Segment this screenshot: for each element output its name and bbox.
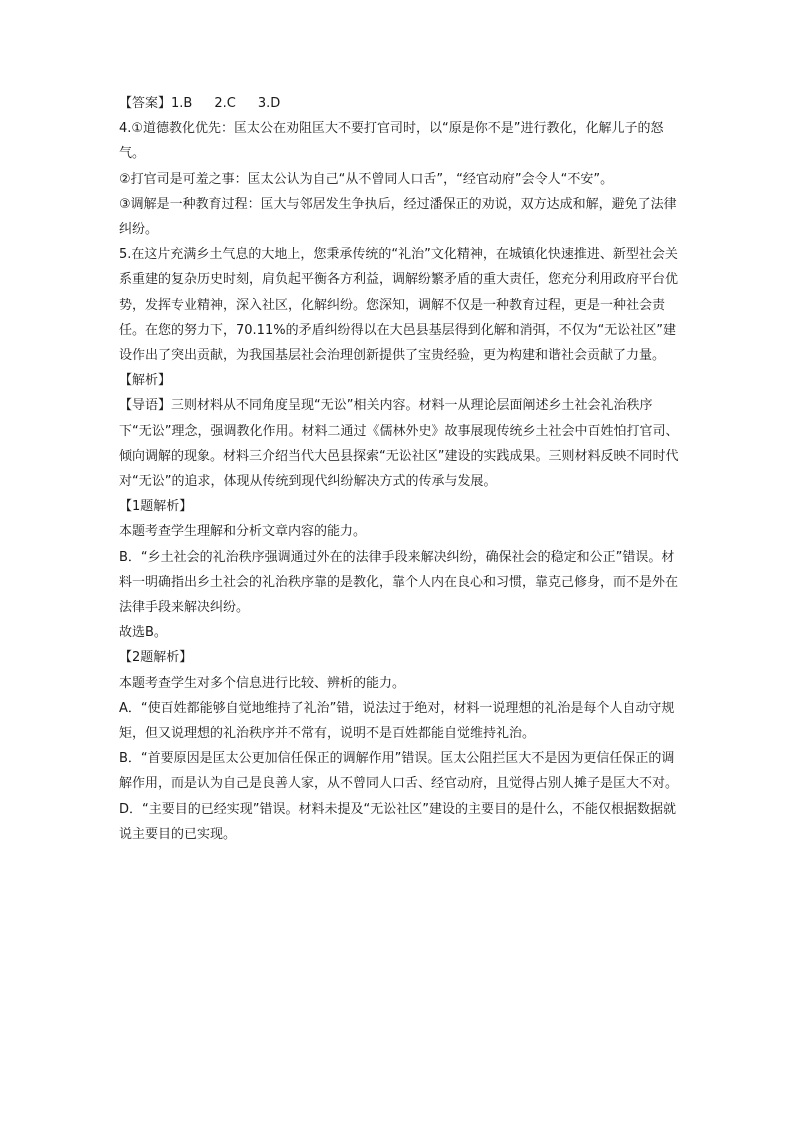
q1-option-b: B．“乡土社会的礼治秩序强调通过外在的法律手段来解决纠纷，确保社会的稳定和公正”错误。材料一明确指出乡土社会的礼治秩序靠的是教化，靠个人内在良心和习惯，靠克己修身，而不是外在法律手段来解决纠纷。 bbox=[119, 549, 679, 616]
document-body bbox=[119, 91, 679, 847]
q4-point-3: ③调解是一种教育过程：匡大与邻居发生争执后，经过潘保正的劝说，双方达成和解，避免了法律纠纷。 bbox=[119, 196, 677, 238]
q2-option-a: A．“使百姓都能够自觉地维持了礼治”错，说法过于绝对，材料一说理想的礼治是每个人自动守规矩，但又说理想的礼治秩序并不常有，说明不是百姓都能自觉维持礼治。 bbox=[119, 700, 675, 742]
q2-option-d: D．“主要目的已经实现”错误。材料未提及“无讼社区”建设的主要目的是什么，不能仅根据数据就说主要目的已实现。 bbox=[119, 801, 676, 842]
q4-point-2: ②打官司是可羞之事：匡太公认为自己“从不曾同人口舌”，“经官动府”会令人“不安”。 bbox=[119, 171, 614, 187]
q2-analysis-intro: 本题考查学生对多个信息进行比较、辨析的能力。 bbox=[119, 675, 406, 691]
intro-paragraph: 【导语】三则材料从不同角度呈现“无讼”相关内容。材料一从理论层面阐述乡土社会礼治秩序下“无讼”理念，强调教化作用。材料二通过《儒林外史》故事展现传统乡土社会中百姓怕打官司、倾向调解的现象。材料三介绍当代大邑县探索“无讼社区”建设的实践成果。三则材料反映不同时代对“无讼”的追求，体现从传统到现代纠纷解决方式的传承与发展。 bbox=[119, 398, 679, 490]
q4-point-1: 4.①道德教化优先：匡太公在劝阻匡大不要打官司时，以“原是你不是”进行教化，化解儿子的怒气。 bbox=[119, 121, 664, 162]
answer-line bbox=[119, 91, 679, 116]
analysis-heading: 【解析】 bbox=[119, 373, 172, 389]
answer-1: 1.B bbox=[171, 96, 193, 111]
q2-option-b: B．“首要原因是匡太公更加信任保正的调解作用”错误。匡太公阻拦匡大不是因为更信任保正的调解作用，而是认为自己是良善人家，从不曾同人口舌、经官动府，且觉得占别人摊子是匡大不对。 bbox=[119, 751, 679, 792]
q1-conclusion: 故选B。 bbox=[119, 625, 167, 641]
q5-answer: 5.在这片充满乡土气息的大地上，您秉承传统的“礼治”文化精神，在城镇化快速推进、新型社会关系重建的复杂历史时刻，肩负起平衡各方利益，调解纷繁矛盾的重大责任，您充分利用政府平台优势，发挥专业精神，深入社区，化解纠纷。您深知，调解不仅是一种教育过程，更是一种社会责任。在您的努力下，70.11%的矛盾纠纷得以在大邑县基层得到化解和消弭，不仅为“无讼社区”建设作出了突出贡献，为我国基层社会治理创新提供了宝贵经验，更为构建和谐社会贡献了力量。 bbox=[119, 247, 679, 364]
q2-analysis-heading: 【2题解析】 bbox=[119, 650, 193, 666]
q1-analysis-heading: 【1题解析】 bbox=[119, 499, 193, 515]
answer-label: 【答案】 bbox=[119, 96, 172, 111]
answer-3: 3.D bbox=[257, 96, 281, 111]
answer-2: 2.C bbox=[214, 96, 236, 111]
q1-analysis-intro: 本题考查学生理解和分析文章内容的能力。 bbox=[119, 524, 367, 540]
